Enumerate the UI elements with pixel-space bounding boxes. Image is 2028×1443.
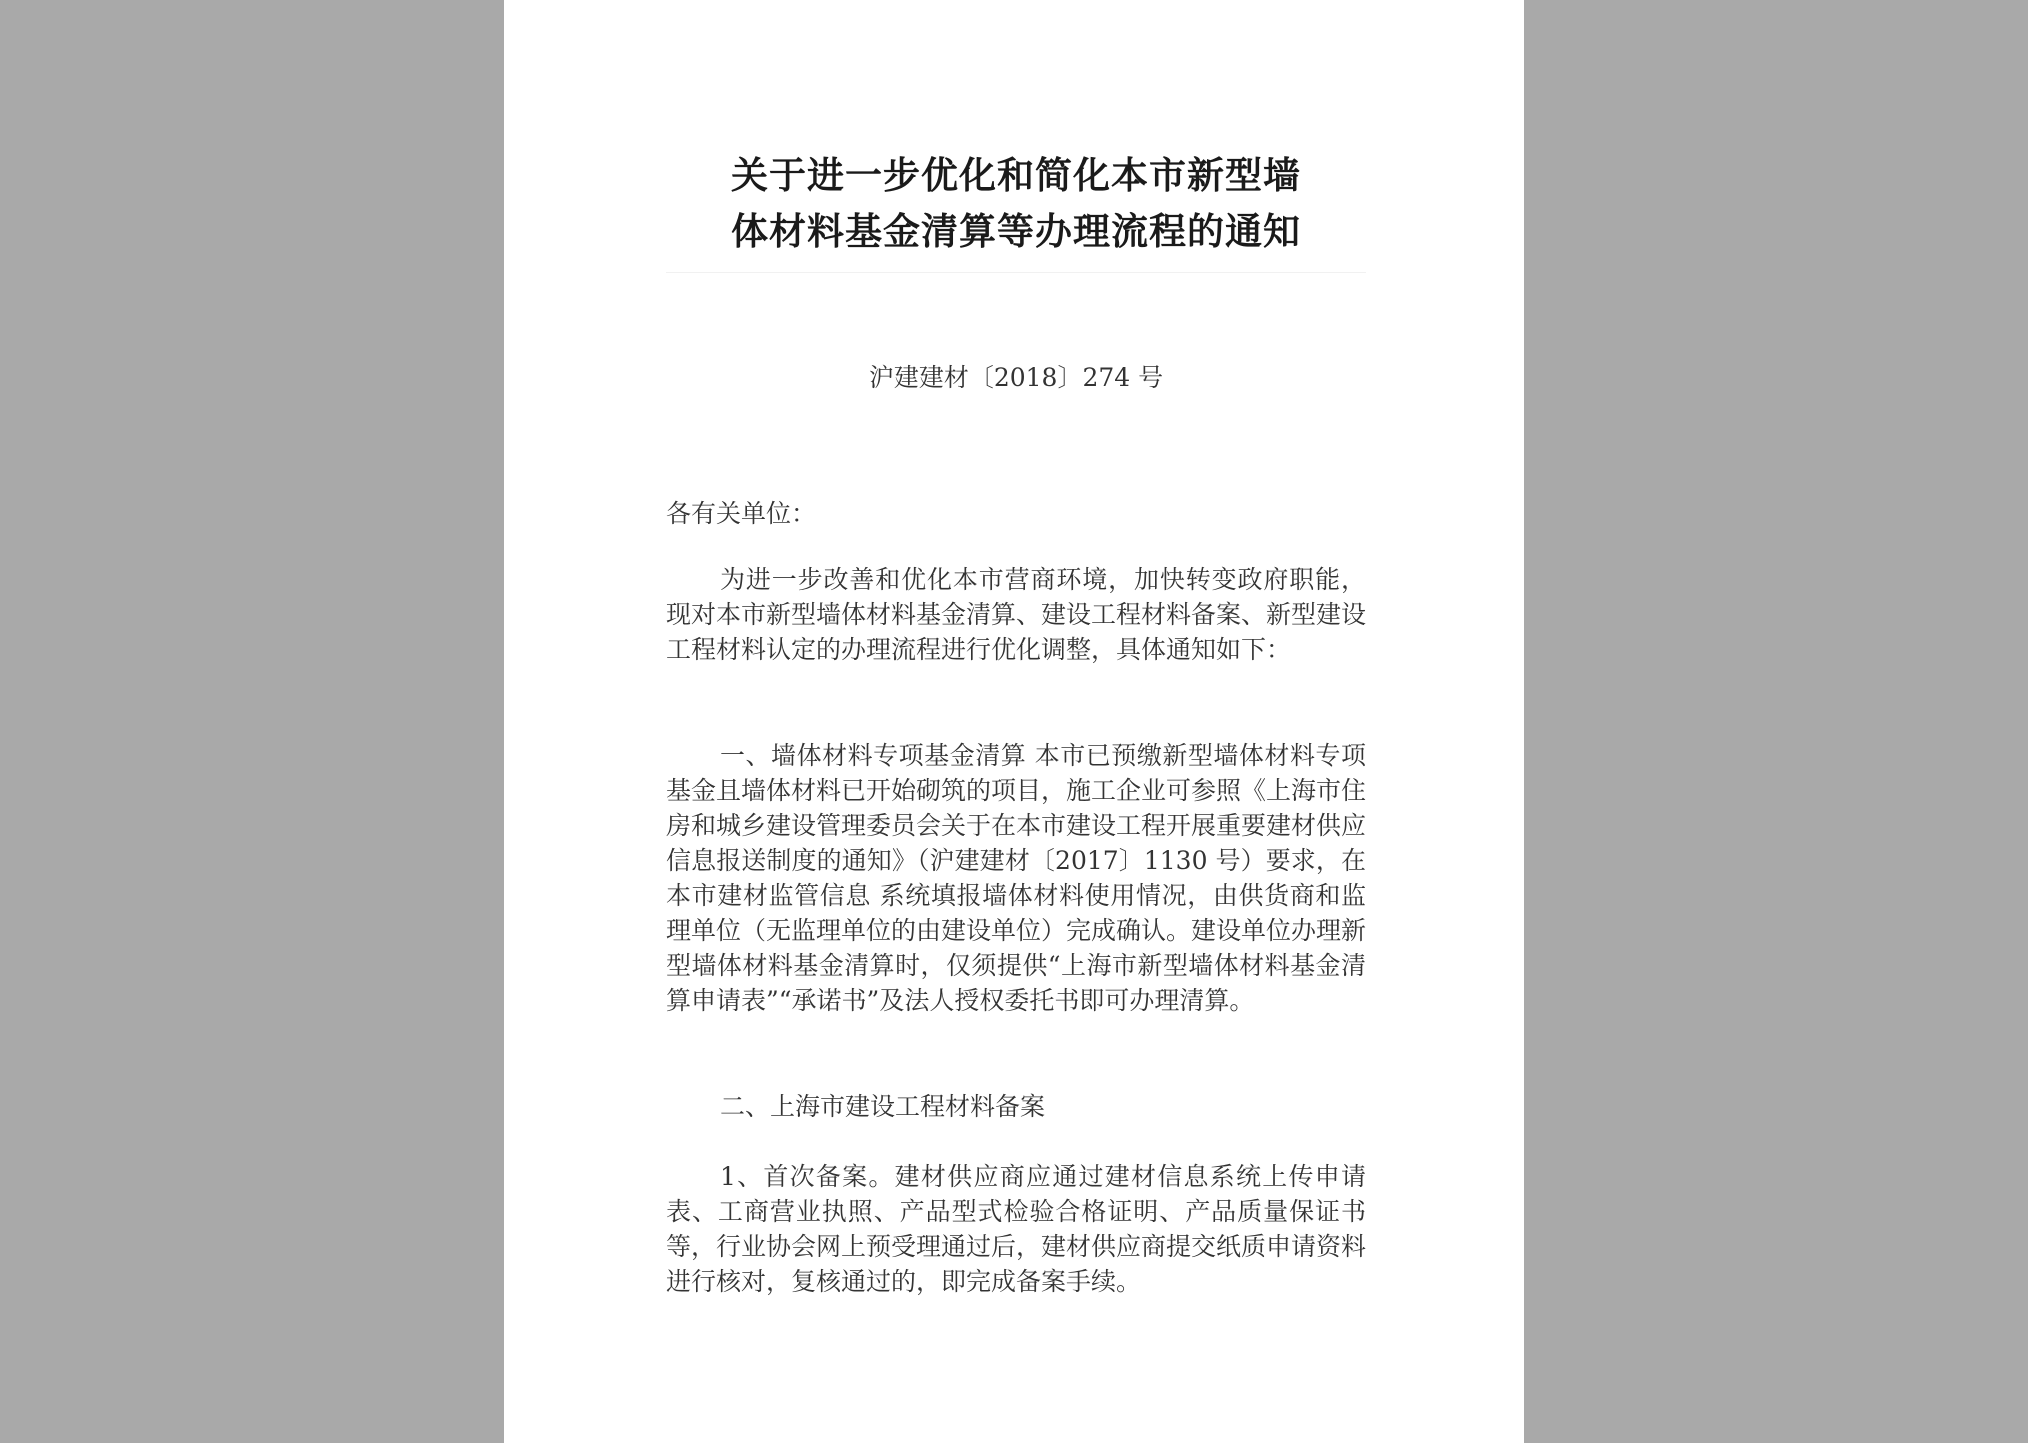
- paragraph-intro: 为进一步改善和优化本市营商环境，加快转变政府职能， 现对本市新型墙体材料基金清算、建设工程材料备案、新型建设工程材料认定的办理流程进行优化调整，具体通知如下：: [666, 565, 1367, 664]
- document-page: [504, 0, 1524, 1443]
- document-title: [666, 148, 1366, 260]
- title-line-1: 关于进一步优化和简化本市新型墙: [731, 154, 1301, 197]
- document-number: 沪建建材〔2018〕274 号: [868, 363, 1164, 392]
- paragraph-section-2-heading: 二、上海市建设工程材料备案: [720, 1092, 1046, 1121]
- title-line-2: 体材料基金清算等办理流程的通知: [731, 210, 1301, 253]
- paragraph-section-1: 一、墙体材料专项基金清算 本市已预缴新型墙体材料专项基金且墙体材料已开始砌筑的项目，施工企业可参照《上海市住房和城乡建设管理委员会关于在本市建设工程开展重要建材供应信息报送制度的通知》（沪建建材〔2017〕1130 号）要求，在本市建材监管信息 系统填报墙体材料使用情况，由供货商和监理单位（无监理单位的由建设单位）完成确认。建设单位办理新型墙体材料基金清算时，仅须提供“上海市新型墙体材料基金清算申请表”“承诺书”及法人授权委托书即可办理清算。: [666, 741, 1367, 1015]
- title-divider: [666, 272, 1366, 273]
- paragraph-section-2-item-1: 1、首次备案。建材供应商应通过建材信息系统上传申请表、工商营业执照、产品型式检验合格证明、产品质量保证书等，行业协会网上预受理通过后，建材供应商提交纸质申请资料进行核对，复核通过的，即完成备案手续。: [666, 1162, 1367, 1296]
- salutation: 各有关单位：: [666, 499, 817, 528]
